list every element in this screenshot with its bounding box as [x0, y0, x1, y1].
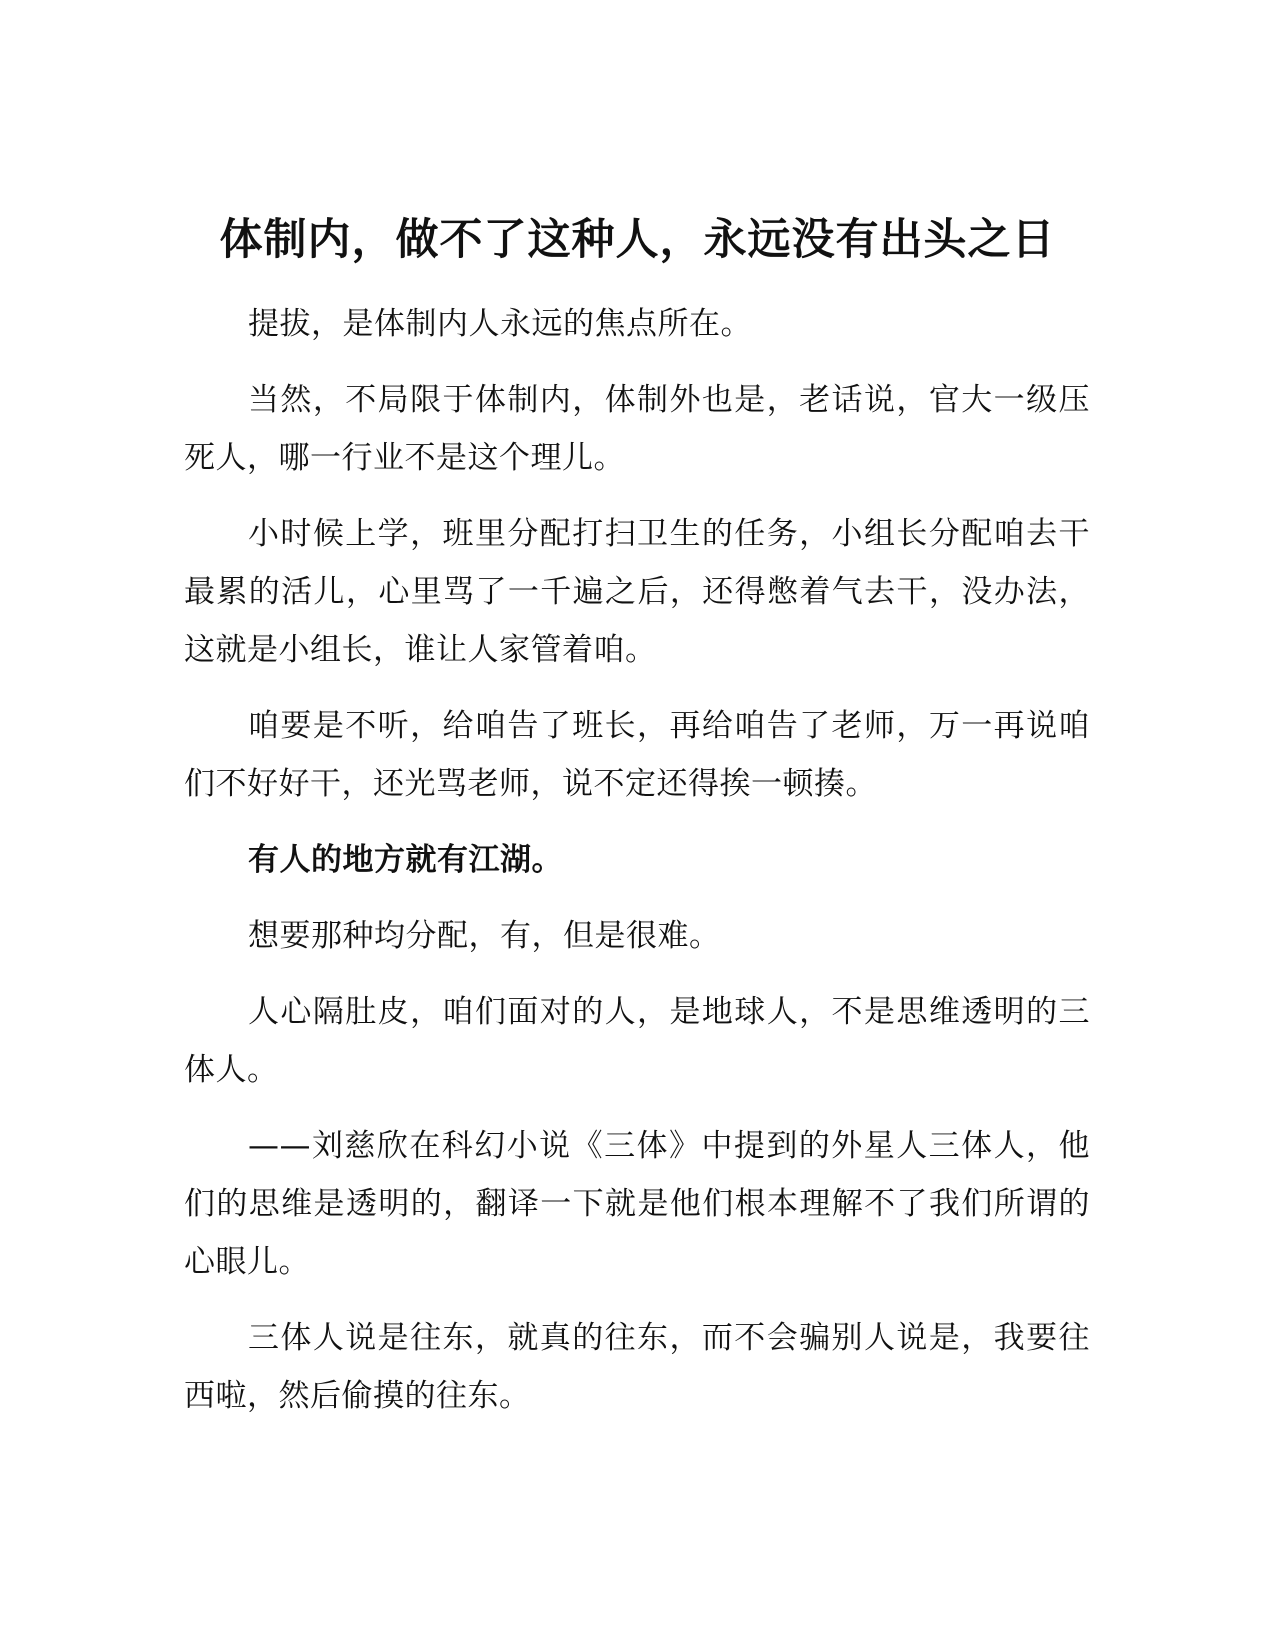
paragraph-3: 小时候上学，班里分配打扫卫生的任务，小组长分配咱去干最累的活儿，心里骂了一千遍之后，还得憋着气去干，没办法，这就是小组长，谁让人家管着咱。 — [184, 516, 1090, 668]
paragraph-2: 当然，不局限于体制内，体制外也是，老话说，官大一级压死人，哪一行业不是这个理儿。 — [184, 382, 1090, 476]
paragraph-8: ——刘慈欣在科幻小说《三体》中提到的外星人三体人，他们的思维是透明的，翻译一下就是他们根本理解不了我们所谓的心眼儿。 — [184, 1128, 1090, 1280]
paragraph-1: 提拔，是体制内人永远的焦点所在。 — [248, 306, 752, 342]
document-body — [184, 295, 1090, 1443]
paragraph-7: 人心隔肚皮，咱们面对的人，是地球人，不是思维透明的三体人。 — [184, 994, 1090, 1088]
paragraph-5: 有人的地方就有江湖。 — [248, 842, 563, 878]
paragraph-6: 想要那种均分配，有，但是很难。 — [248, 918, 721, 954]
paragraph-9: 三体人说是往东，就真的往东，而不会骗别人说是，我要往西啦，然后偷摸的往东。 — [184, 1320, 1090, 1414]
paragraph-4: 咱要是不听，给咱告了班长，再给咱告了老师，万一再说咱们不好好干，还光骂老师，说不定还得挨一顿揍。 — [184, 708, 1090, 802]
document-title: 体制内，做不了这种人，永远没有出头之日 — [219, 215, 1056, 265]
